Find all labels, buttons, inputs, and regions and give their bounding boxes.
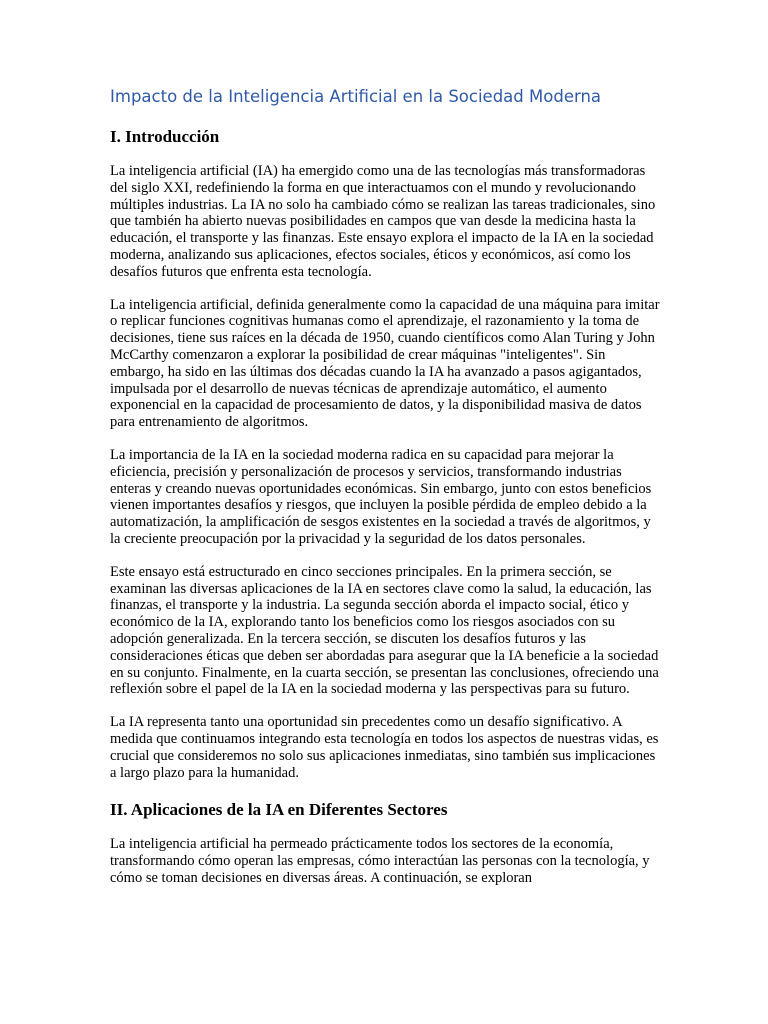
document-body bbox=[110, 86, 662, 903]
section-heading-aplicaciones: II. Aplicaciones de la IA en Diferentes Sectores bbox=[110, 800, 448, 820]
document-title: Impacto de la Inteligencia Artificial en la Sociedad Moderna bbox=[110, 87, 602, 106]
section-heading-introduccion: I. Introducción bbox=[110, 127, 220, 146]
paragraph: La inteligencia artificial ha permeado prácticamente todos los sectores de la economía, transformando cómo operan las empresas, cómo interactúan las personas con la tecnología, y cómo se toman decisiones en diversas áreas. A continuación, se exploran bbox=[110, 836, 650, 886]
paragraph: Este ensayo está estructurado en cinco secciones principales. En la primera sección, se examinan las diversas aplicaciones de la IA en sectores clave como la salud, la educación, las finanzas, el transporte y la industria. La segunda sección aborda el impacto social, ético y económico de la IA, explorando tanto los beneficios como los riesgos asociados con su adopción generalizada. En la tercera sección, se discuten los desafíos futuros y las consideraciones éticas que deben ser abordadas para asegurar que la IA beneficie a la sociedad en su conjunto. Finalmente, en la cuarta sección, se presentan las conclusiones, ofreciendo una reflexión sobre el papel de la IA en la sociedad moderna y las perspectivas para su futuro. bbox=[110, 563, 659, 698]
paragraph: La inteligencia artificial, definida generalmente como la capacidad de una máquina para imitar o replicar funciones cognitivas humanas como el aprendizaje, el razonamiento y la toma de decisiones, tiene sus raíces en la década de 1950, cuando científicos como Alan Turing y John McCarthy comenzaron a explorar la posibilidad de crear máquinas "inteligentes". Sin embargo, ha sido en las últimas dos décadas cuando la IA ha avanzado a pasos agigantados, impulsada por el desarrollo de nuevas técnicas de aprendizaje automático, el aumento exponencial en la capacidad de procesamiento de datos, y la disponibilidad masiva de datos para entrenamiento de algoritmos. bbox=[110, 296, 660, 431]
paragraph: La importancia de la IA en la sociedad moderna radica en su capacidad para mejorar la eficiencia, precisión y personalización de procesos y servicios, transformando industrias enteras y creando nuevas oportunidades económicas. Sin embargo, junto con estos beneficios vienen importantes desafíos y riesgos, que incluyen la posible pérdida de empleo debido a la automatización, la amplificación de sesgos existentes en la sociedad a través de algoritmos, y la creciente preocupación por la privacidad y la seguridad de los datos personales. bbox=[110, 446, 652, 547]
paragraph: La IA representa tanto una oportunidad sin precedentes como un desafío significativo. A medida que continuamos integrando esta tecnología en todos los aspectos de nuestras vidas, es crucial que consideremos no solo sus aplicaciones inmediatas, sino también sus implicaciones a largo plazo para la humanidad. bbox=[110, 714, 659, 781]
paragraph: La inteligencia artificial (IA) ha emergido como una de las tecnologías más transformadoras del siglo XXI, redefiniendo la forma en que interactuamos con el mundo y revolucionando múltiples industrias. La IA no solo ha cambiado cómo se realizan las tareas tradicionales, sino que también ha abierto nuevas posibilidades en campos que van desde la medicina hasta la educación, el transporte y las finanzas. Este ensayo explora el impacto de la IA en la sociedad moderna, analizando sus aplicaciones, efectos sociales, éticos y económicos, así como los desafíos futuros que enfrenta esta tecnología. bbox=[110, 163, 656, 280]
